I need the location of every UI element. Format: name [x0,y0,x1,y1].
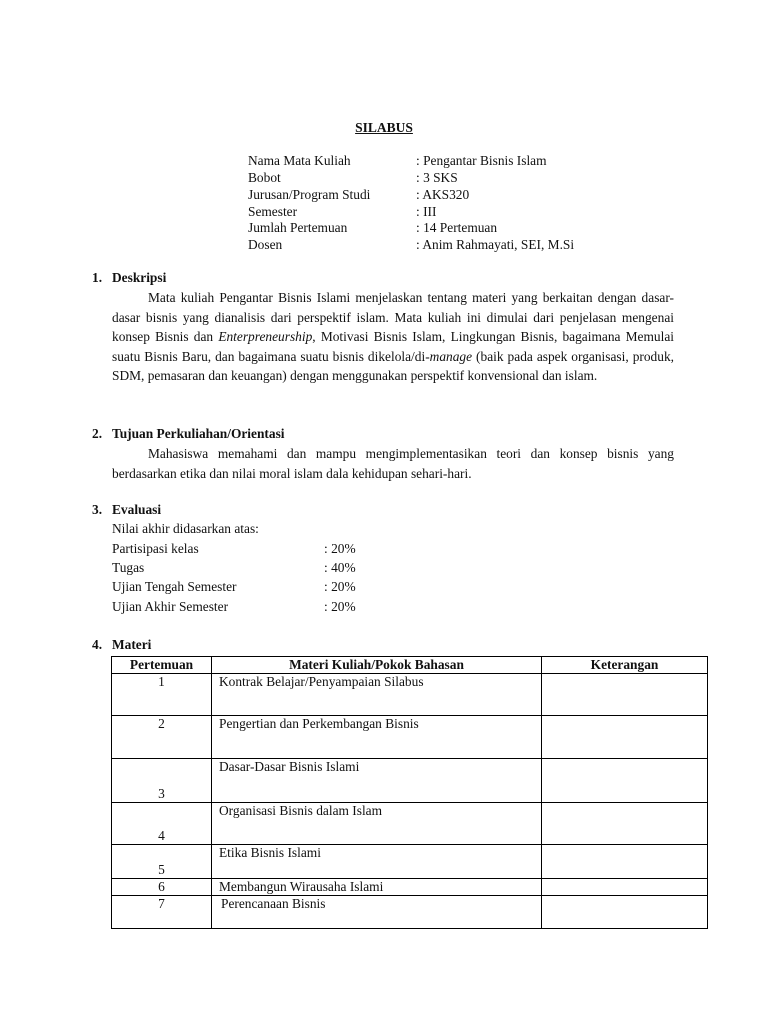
info-label: Jurusan/Program Studi [248,187,371,202]
column-header-materi: Materi Kuliah/Pokok Bahasan [212,657,542,674]
evaluasi-item-value: : 40% [324,560,356,575]
cell-keterangan [542,896,708,929]
evaluasi-item-value: : 20% [324,541,356,556]
section-heading-deskripsi: Deskripsi [112,270,167,285]
deskripsi-text: Mata kuliah Pengantar Bisnis Islami menjelaskan tentang materi yang berkaitan dengan dasar-dasar bisnis yang dianalisis dari perspektif islam. Mata kuliah ini dimulai dari penjelasan mengenai konsep Bisnis dan [112,290,674,345]
deskripsi-emphasis: manage [429,348,473,364]
cell-materi: Perencanaan Bisnis [212,896,542,929]
evaluasi-intro: Nilai akhir didasarkan atas: [112,521,259,536]
cell-pertemuan: 1 [112,674,212,716]
info-value: : 3 SKS [416,170,458,185]
cell-materi: Pengertian dan Perkembangan Bisnis [212,716,542,759]
table-row [112,716,708,759]
cell-keterangan [542,759,708,803]
cell-pertemuan: 2 [112,716,212,759]
tujuan-paragraph [112,444,674,483]
page-title: SILABUS [355,120,413,135]
section-heading-tujuan: Tujuan Perkuliahan/Orientasi [112,426,285,441]
evaluasi-item-label: Ujian Akhir Semester [112,599,229,614]
table-header-row [112,657,708,674]
table-row [112,845,708,879]
info-value: : AKS320 [416,187,470,202]
tujuan-text: Mahasiswa memahami dan mampu mengimplementasikan teori dan konsep bisnis yang berdasarkan etika dan nilai moral islam dala kehidupan sehari-hari. [112,446,674,481]
cell-materi: Kontrak Belajar/Penyampaian Silabus [212,674,542,716]
deskripsi-emphasis: Enterpreneurship [218,329,313,345]
cell-pertemuan: 7 [112,896,212,929]
section-heading-materi: Materi [112,637,152,652]
cell-keterangan [542,674,708,716]
info-value: : Anim Rahmayati, SEI, M.Si [416,237,575,252]
cell-materi: Membangun Wirausaha Islami [212,879,542,896]
info-value: : 14 Pertemuan [416,220,498,235]
cell-pertemuan: 4 [112,803,212,845]
cell-keterangan [542,716,708,759]
deskripsi-text: , Motivasi Bisnis Islam, Lingkungan Bisnis, bagaimana Memulai suatu Bisnis Baru, dan bagaimana suatu bisnis dikelola/di- [112,329,674,364]
section-number: 1. [92,270,103,285]
section-number: 2. [92,426,103,441]
cell-pertemuan: 6 [112,879,212,896]
evaluasi-item-label: Partisipasi kelas [112,541,199,556]
section-number: 3. [92,502,103,517]
cell-keterangan [542,879,708,896]
column-header-pertemuan: Pertemuan [112,657,212,674]
table-row [112,879,708,896]
cell-materi: Dasar-Dasar Bisnis Islami [212,759,542,803]
info-label: Nama Mata Kuliah [248,153,351,168]
column-header-keterangan: Keterangan [542,657,708,674]
cell-keterangan [542,845,708,879]
section-heading-evaluasi: Evaluasi [112,502,162,517]
cell-pertemuan: 3 [112,759,212,803]
info-value: : III [416,204,437,219]
section-number: 4. [92,637,103,652]
cell-materi: Etika Bisnis Islami [212,845,542,879]
info-label: Semester [248,204,298,219]
table-row [112,803,708,845]
evaluasi-item-value: : 20% [324,579,356,594]
deskripsi-text: (baik pada aspek organisasi, produk, SDM, pemasaran dan keuangan) dengan menggunakan perspektif konvensional dan islam. [112,348,674,384]
deskripsi-paragraph [112,288,674,386]
cell-keterangan [542,803,708,845]
materi-table [111,656,708,929]
evaluasi-item-label: Ujian Tengah Semester [112,579,237,594]
info-label: Jumlah Pertemuan [248,220,348,235]
info-value: : Pengantar Bisnis Islam [416,153,547,168]
table-row [112,674,708,716]
info-label: Bobot [248,170,281,185]
cell-materi: Organisasi Bisnis dalam Islam [212,803,542,845]
info-label: Dosen [248,237,283,252]
evaluasi-item-value: : 20% [324,599,356,614]
cell-pertemuan: 5 [112,845,212,879]
table-row [112,759,708,803]
table-row [112,896,708,929]
evaluasi-item-label: Tugas [112,560,145,575]
